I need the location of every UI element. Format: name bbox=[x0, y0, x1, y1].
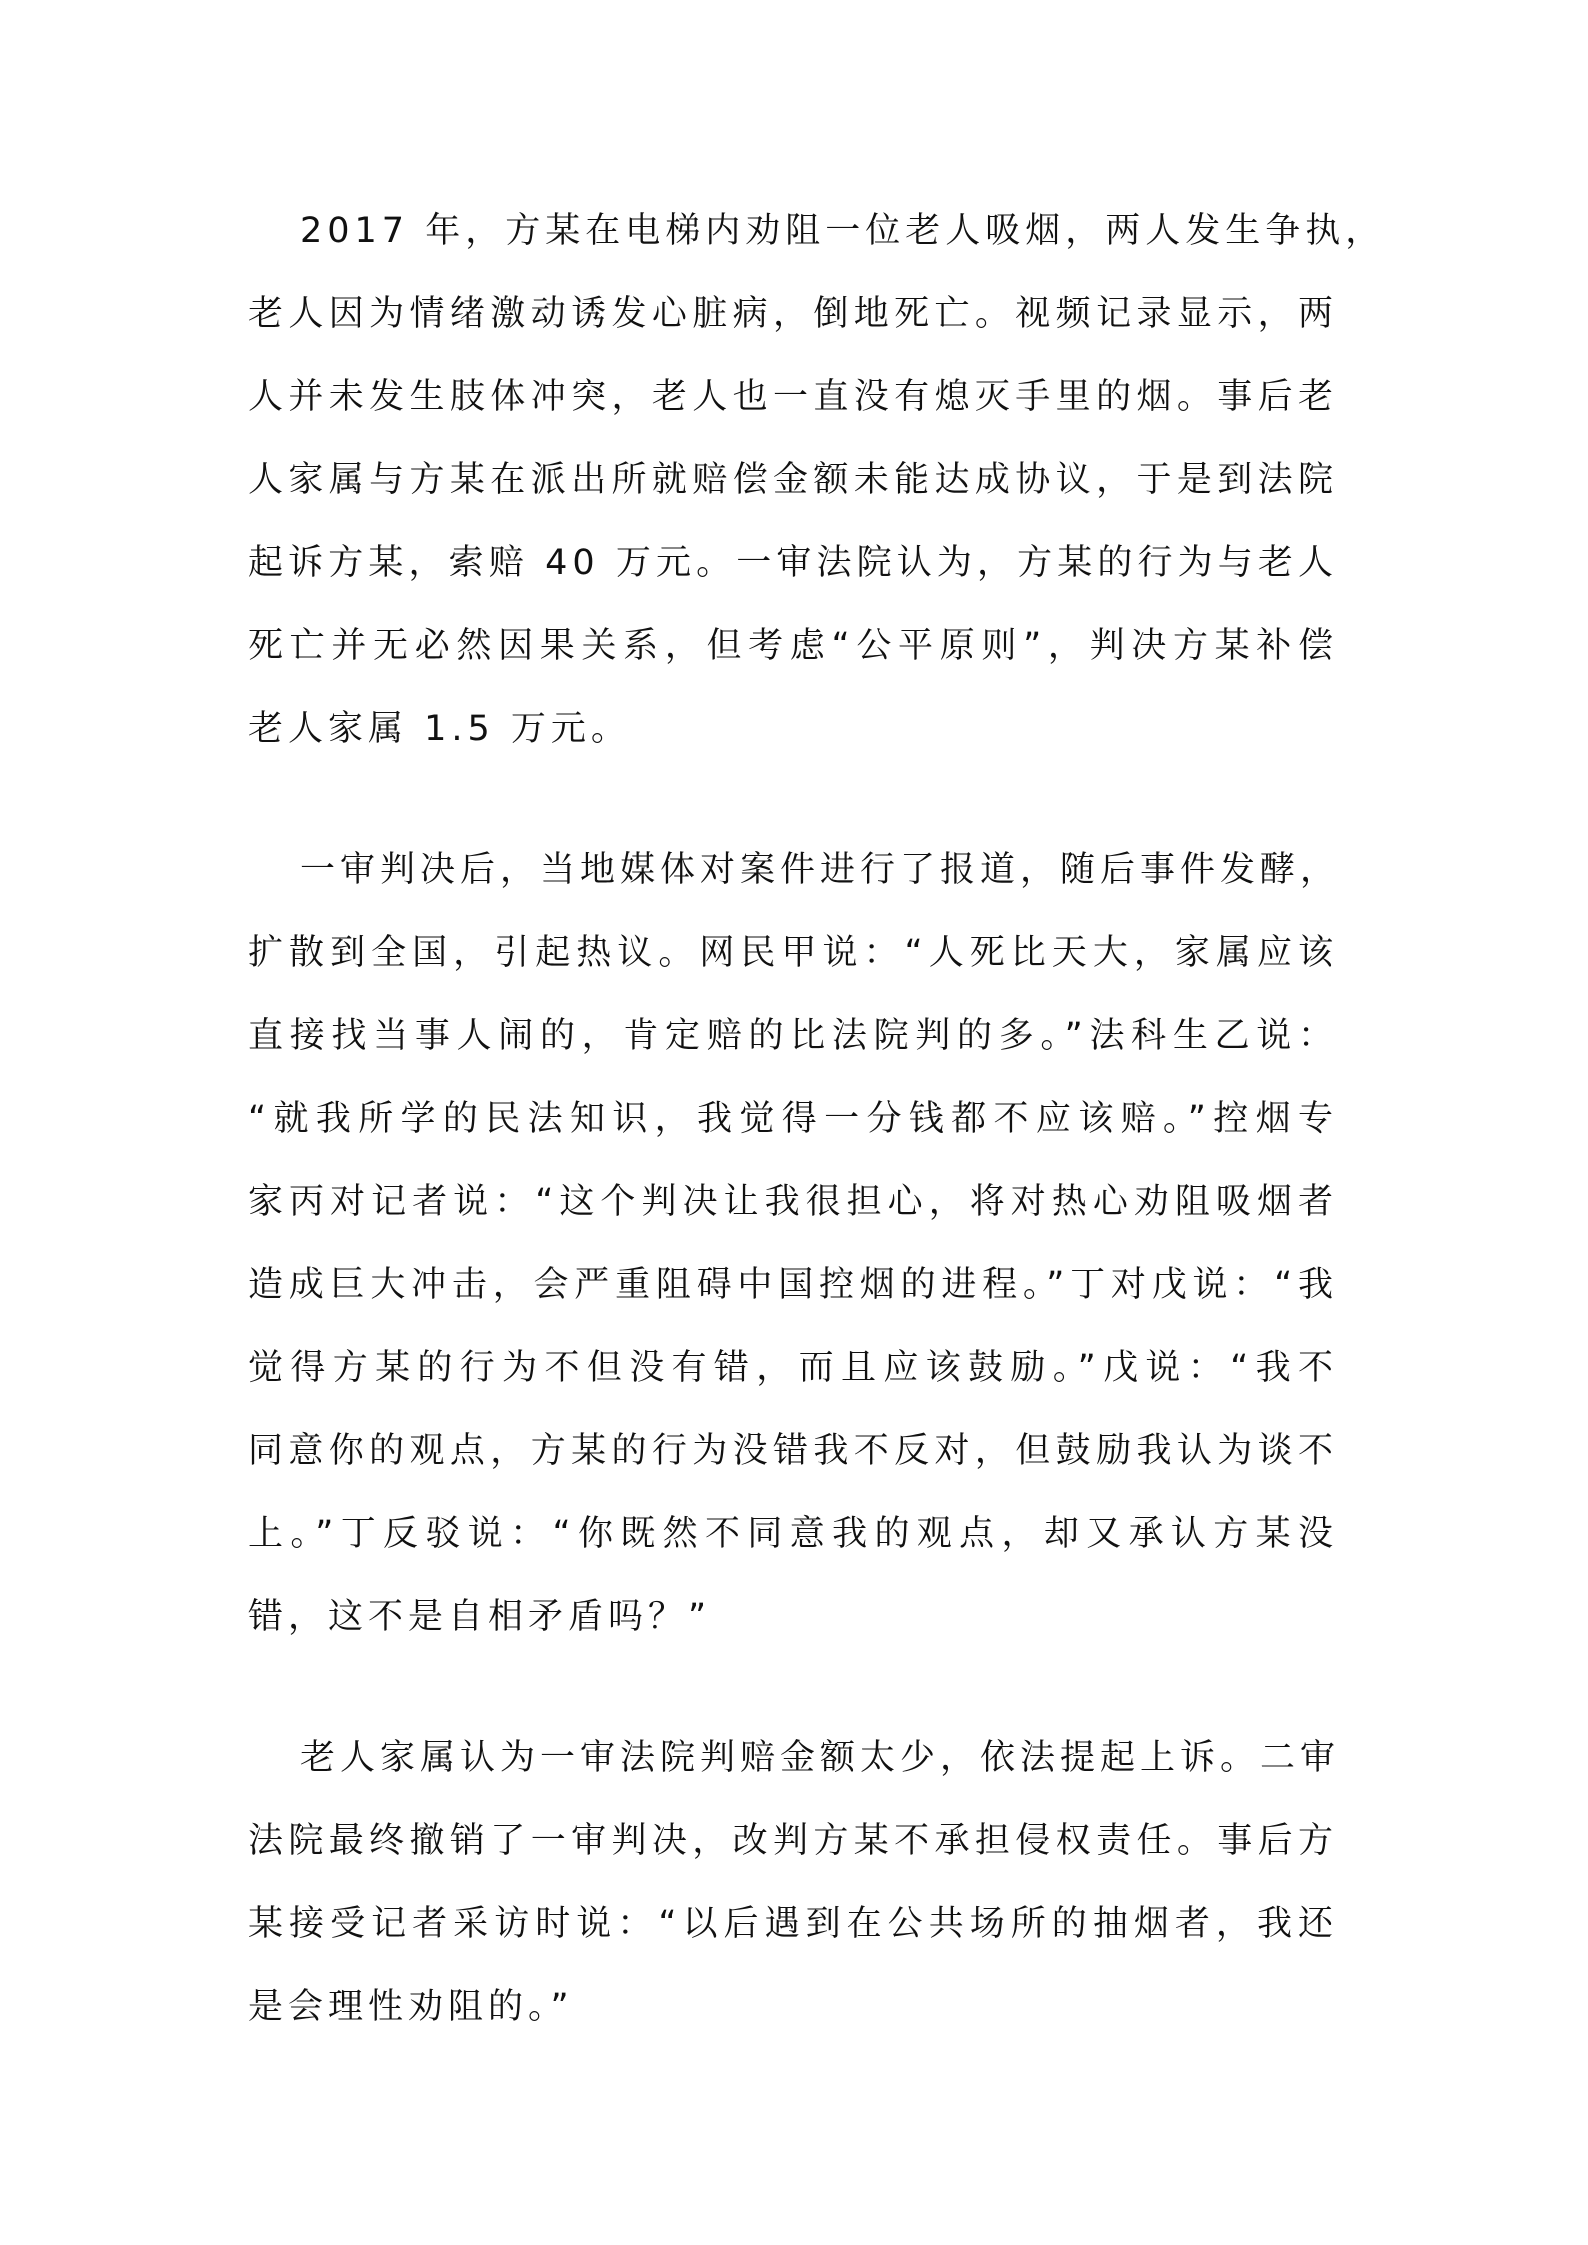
text-line: 人家属与方某在派出所就赔偿金额未能达成协议，于是到法院 bbox=[248, 460, 1338, 500]
text-line: 家丙对记者说：“这个判决让我很担心，将对热心劝阻吸烟者 bbox=[248, 1182, 1338, 1222]
text-line: 死亡并无必然因果关系，但考虑“公平原则”，判决方某补偿 bbox=[248, 626, 1338, 666]
text-line: 老人家属 1.5 万元。 bbox=[248, 709, 631, 749]
document-body bbox=[248, 190, 1386, 2049]
text-line: 扩散到全国，引起热议。网民甲说：“人死比天大，家属应该 bbox=[248, 933, 1338, 973]
text-line: 2017 年，方某在电梯内劝阻一位老人吸烟，两人发生争执， bbox=[300, 211, 1386, 251]
paragraph-1 bbox=[248, 190, 1386, 771]
text-line: 老人因为情绪激动诱发心脏病，倒地死亡。视频记录显示，两 bbox=[248, 294, 1338, 334]
paragraph-spacer bbox=[248, 771, 1338, 829]
paragraph-2 bbox=[248, 829, 1341, 1659]
text-line: 老人家属认为一审法院判赔金额太少，依法提起上诉。二审 bbox=[300, 1738, 1341, 1778]
text-line: 人并未发生肢体冲突，老人也一直没有熄灭手里的烟。事后老 bbox=[248, 377, 1338, 417]
text-line: 直接找当事人闹的，肯定赔的比法院判的多。”法科生乙说： bbox=[248, 1016, 1338, 1056]
text-line: 是会理性劝阻的。” bbox=[248, 1987, 574, 2027]
paragraph-3 bbox=[248, 1717, 1341, 2049]
text-line: 上。”丁反驳说：“你既然不同意我的观点，却又承认方某没 bbox=[248, 1514, 1338, 1554]
text-line: “就我所学的民法知识，我觉得一分钱都不应该赔。”控烟专 bbox=[248, 1099, 1338, 1139]
paragraph-spacer bbox=[248, 1659, 1338, 1717]
text-line: 造成巨大冲击，会严重阻碍中国控烟的进程。”丁对戊说：“我 bbox=[248, 1265, 1338, 1305]
text-line: 同意你的观点，方某的行为没错我不反对，但鼓励我认为谈不 bbox=[248, 1431, 1338, 1471]
text-line: 一审判决后，当地媒体对案件进行了报道，随后事件发酵， bbox=[300, 850, 1341, 890]
text-line: 法院最终撤销了一审判决，改判方某不承担侵权责任。事后方 bbox=[248, 1821, 1338, 1861]
text-line: 错，这不是自相矛盾吗？” bbox=[248, 1597, 712, 1637]
text-line: 觉得方某的行为不但没有错，而且应该鼓励。”戊说：“我不 bbox=[248, 1348, 1338, 1388]
text-line: 某接受记者采访时说：“以后遇到在公共场所的抽烟者，我还 bbox=[248, 1904, 1338, 1944]
text-line: 起诉方某，索赔 40 万元。一审法院认为，方某的行为与老人 bbox=[248, 543, 1338, 583]
